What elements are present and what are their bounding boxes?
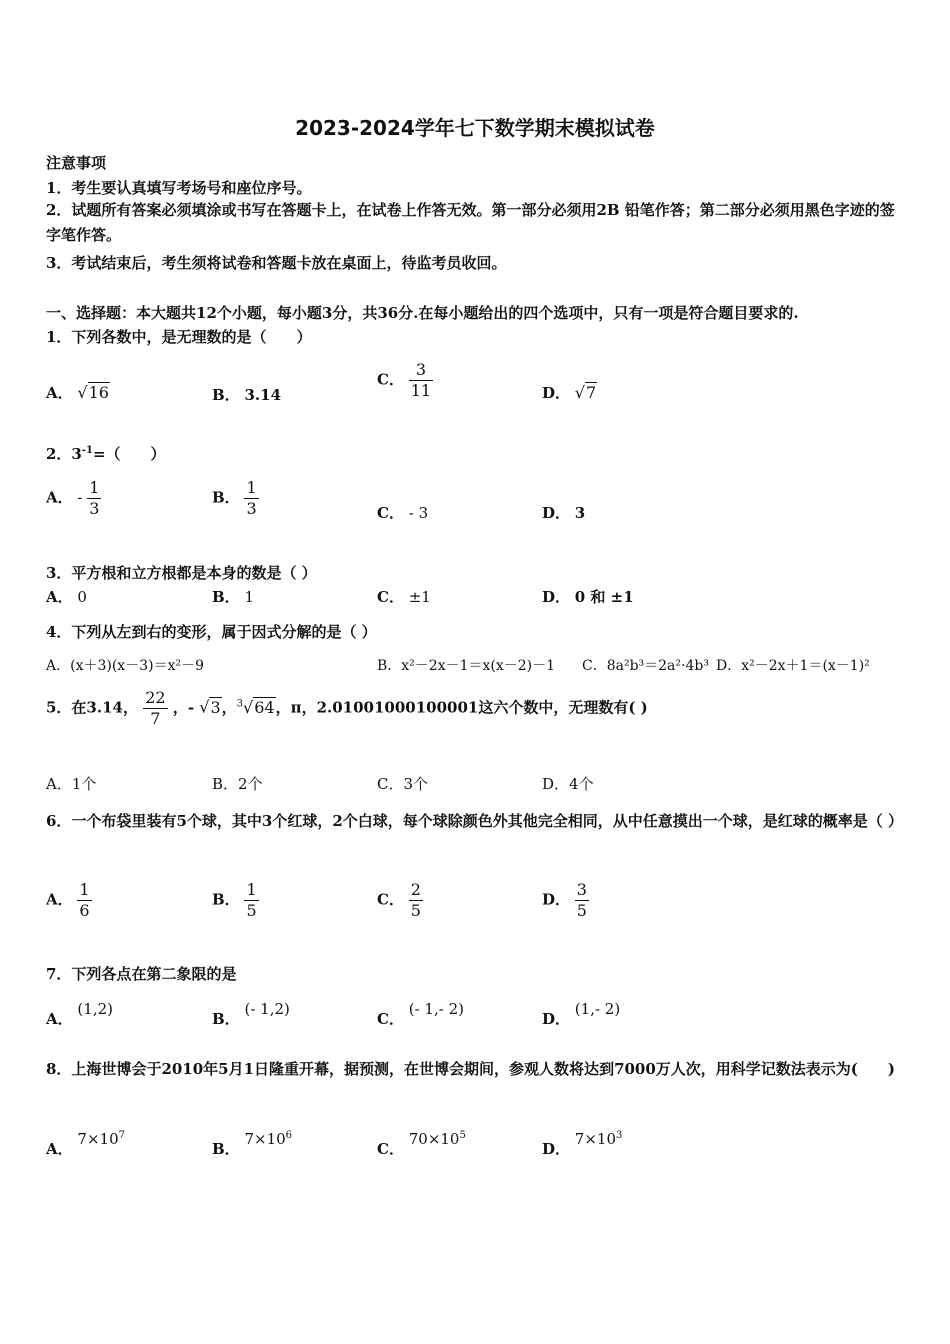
q5-option-c: C．3个 <box>377 775 429 793</box>
q4-option-c: C．8a²b³＝2a²·4b³ <box>582 658 709 674</box>
option-value: 0 <box>77 588 87 606</box>
radicand: 7 <box>586 383 597 402</box>
point-coordinates: (- 1,2) <box>244 1000 290 1018</box>
exponent: 3 <box>616 1130 623 1141</box>
point-coordinates: (- 1,- 2) <box>408 1000 464 1018</box>
notice-heading: 注意事项 <box>46 154 107 172</box>
scientific-notation <box>575 1130 623 1148</box>
exponent: 6 <box>285 1130 293 1141</box>
point-coordinates: (1,2) <box>77 1000 113 1018</box>
stem-text: 5．在3.14， <box>46 698 138 717</box>
q4-option-d: D．x²－2x＋1＝(x－1)² <box>716 658 870 674</box>
option-label: A． <box>46 1140 73 1158</box>
fraction <box>244 880 258 921</box>
q2-option-d <box>542 502 585 523</box>
q1-option-b <box>212 384 281 405</box>
option-value: 3 <box>574 504 586 522</box>
q6-option-a <box>46 880 92 921</box>
numerator: 1 <box>246 880 257 899</box>
q5-option-d: D．4个 <box>542 775 594 793</box>
option-value: 3.14 <box>244 386 282 404</box>
q3-option-b <box>212 586 254 607</box>
option-label: B． <box>212 488 240 507</box>
option-value: ±1 <box>408 588 431 606</box>
exponent: 7 <box>118 1130 125 1141</box>
cube-root-expression: $^3$√64 <box>236 697 275 717</box>
scientific-notation <box>77 1130 125 1148</box>
question-6-stem: 6．一个布袋里装有5个球，其中3个红球，2个白球，每个球除颜色外其他完全相同，从中任意摸出一个球，是红球的概率是（ ） <box>46 812 903 830</box>
option-label: D． <box>542 1140 571 1158</box>
sqrt-expression: √7 <box>574 383 597 402</box>
base: 70×10 <box>408 1130 460 1148</box>
denominator: 6 <box>79 901 90 920</box>
q2-option-b <box>212 478 259 519</box>
sqrt-expression: √3 <box>199 697 221 717</box>
question-5-stem <box>46 688 648 729</box>
q1-option-a <box>46 382 110 403</box>
q8-option-a <box>46 1130 125 1159</box>
denominator: 5 <box>410 901 421 920</box>
q6-option-b <box>212 880 259 921</box>
q3-option-a <box>46 586 87 607</box>
numerator: 3 <box>415 360 426 379</box>
numerator: 3 <box>576 880 587 899</box>
q3-option-c <box>377 586 431 607</box>
option-label: D． <box>542 384 571 402</box>
option-label: A． <box>46 890 73 909</box>
numerator: 1 <box>89 478 100 497</box>
option-label: A． <box>46 588 73 606</box>
q7-option-a <box>46 1000 113 1029</box>
section-heading: 一、选择题：本大题共12个小题，每小题3分，共36分.在每小题给出的四个选项中，只有一项是符合题目要求的. <box>46 304 799 322</box>
denominator: 5 <box>246 901 257 920</box>
numerator: 1 <box>246 478 257 497</box>
stem-text: =（ ） <box>92 445 166 463</box>
fraction <box>87 478 101 519</box>
denominator: 5 <box>576 901 587 920</box>
fraction <box>143 688 167 729</box>
q8-option-d <box>542 1130 623 1159</box>
denominator: 7 <box>143 708 167 729</box>
stem-text: ， <box>221 698 237 717</box>
stem-text: 2．3 <box>46 445 82 463</box>
q5-option-a: A．1个 <box>46 775 97 793</box>
option-label: C． <box>377 370 404 389</box>
notice-item-3: 3．考试结束后，考生须将试卷和答题卡放在桌面上，待监考员收回。 <box>46 254 507 272</box>
numerator: 1 <box>79 880 90 899</box>
fraction <box>409 360 433 401</box>
q2-option-c <box>377 502 428 523</box>
notice-item-1: 1．考生要认真填写考场号和座位序号。 <box>46 179 312 197</box>
question-7-stem: 7．下列各点在第二象限的是 <box>46 965 237 983</box>
q4-option-b: B．x²－2x－1＝x(x－2)－1 <box>377 658 556 674</box>
question-2-stem <box>46 443 166 464</box>
option-label: C． <box>377 1140 404 1158</box>
base: 7×10 <box>244 1130 286 1148</box>
denominator: 11 <box>410 381 432 400</box>
base: 7×10 <box>77 1130 119 1148</box>
option-label: A． <box>46 488 73 507</box>
option-label: A． <box>46 1010 73 1028</box>
q1-option-d <box>542 382 597 403</box>
minus-sign: - <box>77 488 83 507</box>
q3-option-d <box>542 586 634 607</box>
question-1-stem: 1．下列各数中，是无理数的是（ ） <box>46 328 312 346</box>
q7-option-b <box>212 1000 290 1029</box>
scientific-notation <box>409 1130 466 1148</box>
option-label: B． <box>212 890 240 909</box>
root-index: 3 <box>236 698 244 710</box>
option-label: C． <box>377 504 404 522</box>
base: 7×10 <box>574 1130 616 1148</box>
question-8-stem: 8．上海世博会于2010年5月1日隆重开幕，据预测，在世博会期间，参观人数将达到7000万人次，用科学记数法表示为( ) <box>46 1060 896 1078</box>
q2-option-a <box>46 478 101 519</box>
radicand: 3 <box>210 697 221 717</box>
radicand: 16 <box>88 383 109 402</box>
fraction <box>244 478 258 519</box>
option-label: C． <box>377 890 404 909</box>
radicand: 64 <box>254 697 275 717</box>
exponent: 5 <box>459 1130 466 1141</box>
question-3-stem: 3．平方根和立方根都是本身的数是（ ） <box>46 564 317 582</box>
q6-option-c <box>377 880 423 921</box>
numerator: 22 <box>145 688 166 707</box>
option-label: D． <box>542 1010 571 1028</box>
q8-option-c <box>377 1130 466 1159</box>
option-label: C． <box>377 1010 404 1028</box>
option-label: B． <box>212 1140 240 1158</box>
option-label: B． <box>212 588 240 606</box>
q4-option-a: A．(x＋3)(x－3)＝x²－9 <box>46 658 204 674</box>
fraction <box>409 880 423 921</box>
option-label: D． <box>542 588 571 606</box>
q7-option-d <box>542 1000 621 1029</box>
q1-option-c <box>377 360 433 401</box>
denominator: 3 <box>89 499 100 518</box>
fraction <box>575 880 589 921</box>
option-label: A． <box>46 384 73 402</box>
exponent: -1 <box>81 445 93 456</box>
option-label: B． <box>212 386 240 404</box>
option-value: 1 <box>244 588 255 606</box>
option-label: B． <box>212 1010 240 1028</box>
option-label: D． <box>542 890 571 909</box>
fraction <box>77 880 91 921</box>
q5-option-b: B．2个 <box>212 775 263 793</box>
sqrt-expression: √16 <box>77 383 109 402</box>
point-coordinates: (1,- 2) <box>574 1000 621 1018</box>
option-value: 0 和 ±1 <box>574 588 634 606</box>
scientific-notation <box>244 1130 292 1148</box>
q6-option-d <box>542 880 589 921</box>
numerator: 2 <box>410 880 421 899</box>
denominator: 3 <box>246 499 257 518</box>
stem-text: ，π，2.01001000100001这六个数中，无理数有( ) <box>275 698 648 717</box>
stem-text: ，- <box>172 698 200 717</box>
option-label: C． <box>377 588 404 606</box>
q8-option-b <box>212 1130 293 1159</box>
option-value: - 3 <box>408 504 429 522</box>
page-title: 2023-2024学年七下数学期末模拟试卷 <box>295 116 655 140</box>
option-label: D． <box>542 504 571 522</box>
q7-option-c <box>377 1000 464 1029</box>
notice-item-2: 2．试题所有答案必须填涂或书写在答题卡上，在试卷上作答无效。第一部分必须用2B 铅笔作答；第二部分必须用黑色字迹的签字笔作答。 <box>46 201 895 244</box>
question-4-stem: 4．下列从左到右的变形，属于因式分解的是（ ） <box>46 623 377 641</box>
